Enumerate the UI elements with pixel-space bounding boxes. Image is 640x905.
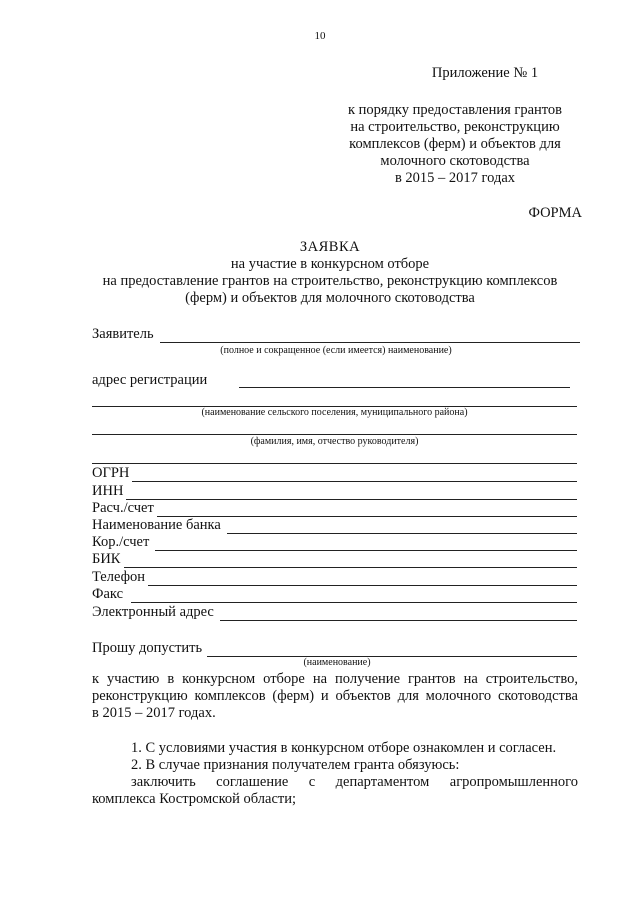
request-text-line: к участию в конкурсном отборе на получение грантов на строительство, <box>92 671 578 687</box>
phone-label: Телефон <box>92 569 145 585</box>
account-label: Расч./счет <box>92 500 154 516</box>
bank-field[interactable] <box>227 533 577 534</box>
address-settlement-hint: (наименование сельского поселения, муниципального района) <box>201 407 468 418</box>
head-name-hint: (фамилия, имя, отчество руководителя) <box>250 436 419 447</box>
bank-label: Наименование банка <box>92 517 221 533</box>
request-label: Прошу допустить <box>92 640 203 656</box>
heading-line: на участие в конкурсном отборе <box>230 256 430 272</box>
inn-label: ИНН <box>92 483 124 499</box>
request-text-line: в 2015 – 2017 годах. <box>92 705 216 721</box>
fax-label: Факс <box>92 586 124 602</box>
appendix-line: в 2015 – 2017 годах <box>394 170 516 186</box>
appendix-line: к порядку предоставления грантов <box>347 102 563 118</box>
heading-line: на предоставление грантов на строительство, реконструкцию комплексов <box>102 273 558 289</box>
address-label: адрес регистрации <box>92 372 208 388</box>
ogrn-field[interactable] <box>132 481 577 482</box>
fax-field[interactable] <box>131 602 577 603</box>
heading-line: (ферм) и объектов для молочного скотоводства <box>185 290 475 306</box>
appendix-line: молочного скотоводства <box>380 153 530 169</box>
email-field[interactable] <box>220 620 577 621</box>
appendix-line: на строительство, реконструкцию <box>350 119 560 135</box>
heading-title: ЗАЯВКА <box>299 239 361 255</box>
ogrn-label: ОГРН <box>92 465 130 481</box>
applicant-hint: (полное и сокращенное (если имеется) наименование) <box>220 345 452 356</box>
appendix-line: комплексов (ферм) и объектов для <box>349 136 561 152</box>
bik-label: БИК <box>92 551 121 567</box>
document-heading <box>80 239 580 307</box>
condition-sub-line-2: комплекса Костромской области; <box>92 791 297 807</box>
corr-account-field[interactable] <box>155 550 577 551</box>
condition-item-2: 2. В случае признания получателем гранта обязуюсь: <box>131 757 460 773</box>
applicant-field[interactable] <box>160 342 580 343</box>
inn-field[interactable] <box>126 499 577 500</box>
email-label: Электронный адрес <box>92 604 214 620</box>
appendix-subtitle <box>330 102 580 187</box>
applicant-label: Заявитель <box>92 326 154 342</box>
condition-sub-line-1: заключить соглашение с департаментом агропромышленного <box>131 774 578 790</box>
form-label: ФОРМА <box>528 205 582 221</box>
request-text <box>92 671 578 722</box>
corr-account-label: Кор./счет <box>92 534 150 550</box>
phone-field[interactable] <box>148 585 577 586</box>
appendix-title: Приложение № 1 <box>431 65 539 81</box>
page-number: 10 <box>314 30 326 42</box>
condition-item-1: 1. С условиями участия в конкурсном отборе ознакомлен и согласен. <box>131 740 557 756</box>
bik-field[interactable] <box>124 567 577 568</box>
extra-line[interactable] <box>92 463 577 464</box>
head-name-field[interactable] <box>92 434 577 435</box>
request-text-line: реконструкцию комплексов (ферм) и объектов для молочного скотоводства <box>92 688 578 704</box>
request-hint: (наименование) <box>303 657 371 668</box>
address-field[interactable] <box>239 387 570 388</box>
